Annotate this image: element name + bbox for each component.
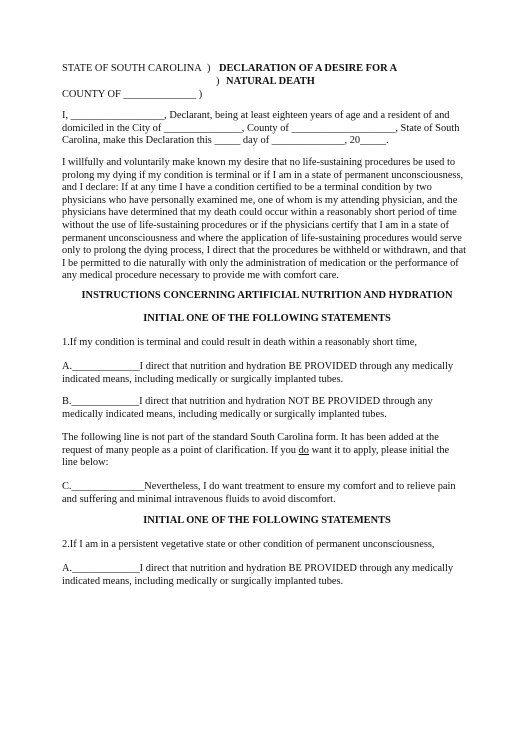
item-1-text: 1.If my condition is terminal and could result in death within a reasonably short time, bbox=[62, 337, 417, 348]
paragraph-line: physicians who have personally examined me, one of whom is my attending physician, and the bbox=[62, 194, 458, 206]
option-a2 bbox=[62, 563, 472, 588]
option-b1-line: B._____________I direct that nutrition and hydration NOT BE PROVIDED through any bbox=[62, 396, 433, 407]
intro-line: Carolina, make this Declaration this _____ day of ______________, 20_____. bbox=[62, 135, 389, 147]
option-c1-line: C.______________Nevertheless, I do want treatment to ensure my comfort and to relieve pain bbox=[62, 481, 456, 492]
option-a2-line: A._____________I direct that nutrition and hydration BE PROVIDED through any medically bbox=[62, 563, 454, 574]
clarification-note bbox=[62, 432, 472, 470]
item-2-text: 2.If I am in a persistent vegetative state or other condition of permanent unconsciousness, bbox=[62, 539, 435, 550]
paragraph-line: permanent unconsciousness and where the application of life-sustaining procedures would serve bbox=[62, 232, 462, 244]
option-b1-line: medically indicated means, including medically or surgically implanted tubes. bbox=[62, 408, 387, 420]
paragraph-line: I willfully and voluntarily make known my desire that no life-sustaining procedures be used to bbox=[62, 157, 456, 168]
initial-heading-2: INITIAL ONE OF THE FOLLOWING STATEMENTS bbox=[143, 515, 391, 526]
paragraph-line: any medical procedure necessary to provide me with comfort care. bbox=[62, 270, 339, 282]
option-c1 bbox=[62, 481, 472, 506]
paragraph-line: only to prolong the dying process, I direct that the procedures be withheld or withdrawn, and that bbox=[62, 245, 466, 257]
paragraph-line: without the use of life-sustaining procedures or if the physicians certify that I am in a state of bbox=[62, 219, 449, 231]
option-a1-line: A._____________I direct that nutrition and hydration BE PROVIDED through any medically bbox=[62, 361, 454, 372]
paragraph-line: I be permitted to die naturally with only the administration of medication or the performance of bbox=[62, 257, 459, 269]
option-a2-line: indicated means, including medically or surgically implanted tubes. bbox=[62, 575, 344, 587]
declaration-title-line2: NATURAL DEATH bbox=[226, 76, 315, 87]
intro-line: domiciled in the City of _______________, County of ____________________, State of South bbox=[62, 122, 460, 134]
header-paren-2: ) bbox=[216, 76, 220, 87]
option-a1 bbox=[62, 361, 472, 386]
note-line: request of many people as a point of clarification. If you do want it to apply, please initial the bbox=[62, 444, 450, 456]
note-line: The following line is not part of the standard South Carolina form. It has been added at the bbox=[62, 432, 439, 443]
paragraph-line: physicians have determined that my death could occur within a reasonably short period of time bbox=[62, 207, 457, 219]
note-line: line below: bbox=[62, 457, 109, 469]
initial-heading-1: INITIAL ONE OF THE FOLLOWING STATEMENTS bbox=[143, 313, 391, 324]
state-label: STATE OF SOUTH CAROLINA bbox=[62, 63, 202, 74]
header-paren-1: ) bbox=[207, 63, 211, 74]
declaration-title-line1: DECLARATION OF A DESIRE FOR A bbox=[219, 63, 398, 74]
option-a1-line: indicated means, including medically or surgically implanted tubes. bbox=[62, 373, 344, 385]
paragraph-line: and I declare: If at any time I have a condition certified to be a terminal condition by two bbox=[62, 182, 432, 194]
option-c1-line: and suffering and minimal intravenous fluids to avoid discomfort. bbox=[62, 493, 336, 505]
paragraph-line: prolong my dying if my condition is terminal or if I am in a state of permanent unconsciousness, bbox=[62, 169, 464, 181]
item-1-condition bbox=[62, 337, 472, 350]
intro-paragraph bbox=[62, 110, 472, 148]
intro-line: I, __________________, Declarant, being at least eighteen years of age and a resident of and bbox=[62, 110, 450, 121]
declaration-paragraph bbox=[62, 157, 472, 283]
option-b1 bbox=[62, 396, 472, 421]
county-line: COUNTY OF ______________ ) bbox=[62, 89, 203, 100]
instructions-heading: INSTRUCTIONS CONCERNING ARTIFICIAL NUTRITION AND HYDRATION bbox=[81, 290, 453, 301]
emphasis-do: do bbox=[298, 444, 309, 456]
item-2-condition bbox=[62, 539, 472, 552]
